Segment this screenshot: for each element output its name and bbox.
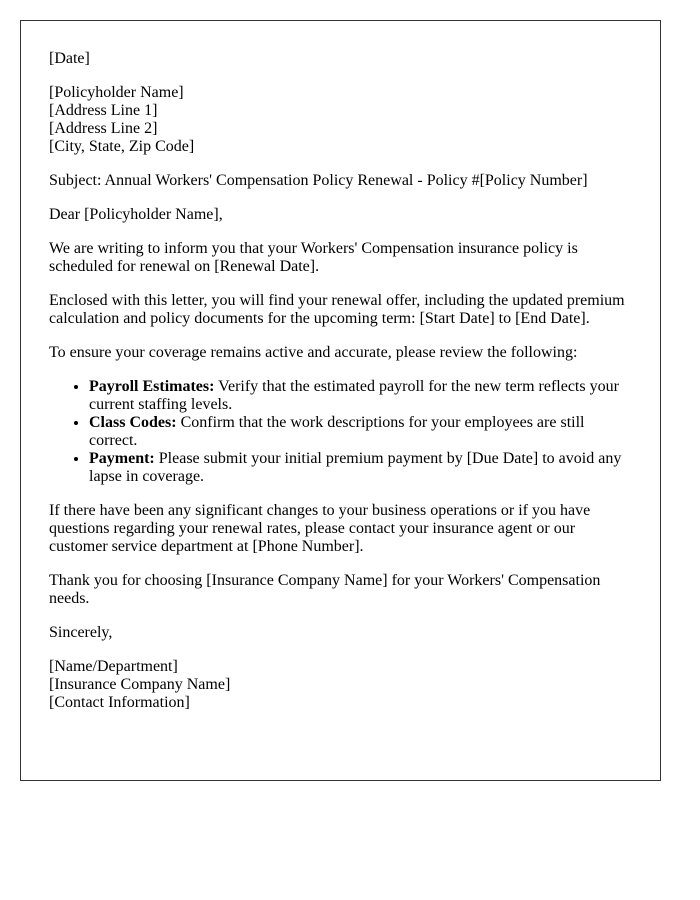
letter-subject: Subject: Annual Workers' Compensation Policy Renewal - Policy #[Policy Number] [49,172,588,189]
review-items-list [49,378,632,486]
paragraph-review-lead: To ensure your coverage remains active and accurate, please review the following: [49,344,578,361]
review-item-text: Confirm that the work descriptions for your employees are still correct. [89,414,585,449]
recipient-address-block [49,84,632,156]
paragraph-changes: If there have been any significant changes to your business operations or if you have questions regarding your renewal rates, please contact your insurance agent or our customer service department at [Phone Number]. [49,502,591,555]
letter-container [20,20,661,781]
review-item-payment [89,450,632,486]
review-item-label: Payment: [89,450,155,467]
paragraph-enclosed: Enclosed with this letter, you will find your renewal offer, including the updated premium calculation and policy documents for the upcoming term: [Start Date] to [End Date]. [49,292,625,327]
review-item-text: Verify that the estimated payroll for the new term reflects your current staffing levels. [89,378,619,413]
recipient-address-line-1: [Address Line 1] [49,102,158,119]
review-item-class-codes [89,414,632,450]
paragraph-intro: We are writing to inform you that your Workers' Compensation insurance policy is scheduled for renewal on [Renewal Date]. [49,240,578,275]
review-item-label: Payroll Estimates: [89,378,215,395]
signature-company: [Insurance Company Name] [49,676,231,693]
paragraph-thanks: Thank you for choosing [Insurance Company Name] for your Workers' Compensation needs. [49,572,601,607]
recipient-address-line-2: [Address Line 2] [49,120,158,137]
letter-salutation: Dear [Policyholder Name], [49,206,223,223]
recipient-name: [Policyholder Name] [49,84,184,101]
letter-closing: Sincerely, [49,624,113,641]
review-item-label: Class Codes: [89,414,177,431]
letter-date: [Date] [49,50,90,67]
signature-block [49,658,632,712]
signature-name-department: [Name/Department] [49,658,178,675]
signature-contact: [Contact Information] [49,694,190,711]
review-item-text: Please submit your initial premium payment by [Due Date] to avoid any lapse in coverage. [89,450,622,485]
review-item-payroll [89,378,632,414]
recipient-city-state-zip: [City, State, Zip Code] [49,138,195,155]
